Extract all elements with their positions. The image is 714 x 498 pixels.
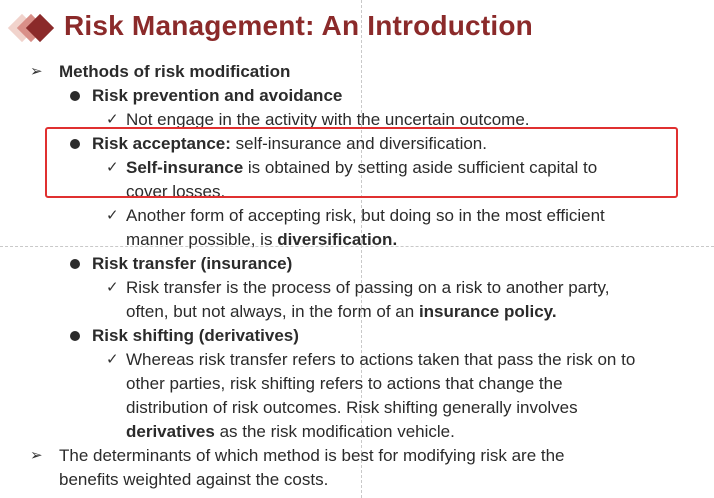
bullet-icon: [70, 91, 80, 101]
another-form-text: Another form of accepting risk, but doing so in the most efficient: [126, 206, 605, 225]
not-engage-text: Not engage in the activity with the uncertain outcome.: [126, 110, 530, 129]
transfer-desc-part: often, but not always, in the form of an: [126, 302, 419, 321]
shifting-desc-part: as the risk modification vehicle.: [214, 422, 455, 441]
another-form-text-part: manner possible, is: [126, 230, 278, 249]
transfer-heading: Risk transfer (insurance): [92, 254, 293, 273]
determinants-text: The determinants of which method is best for modifying risk are the: [59, 446, 565, 465]
arrow-bullet-icon: ➢: [30, 63, 43, 80]
self-insurance-text-cont: cover losses.: [126, 182, 226, 201]
diamond-logo-icon: [4, 10, 64, 50]
page-title: Risk Management: An Introduction: [64, 10, 533, 41]
shifting-desc-1: Whereas risk transfer refers to actions taken that pass the risk on to: [126, 350, 636, 369]
bullet-icon: [70, 259, 80, 269]
bullet-icon: [70, 331, 80, 341]
determinants-text-cont: benefits weighted against the costs.: [59, 470, 329, 489]
acceptance-label: Risk acceptance:: [92, 134, 231, 153]
arrow-bullet-icon: ➢: [30, 447, 43, 464]
acceptance-text: self-insurance and diversification.: [230, 134, 487, 153]
check-icon: ✓: [106, 279, 119, 296]
shifting-heading: Risk shifting (derivatives): [92, 326, 299, 345]
transfer-desc: Risk transfer is the process of passing on a risk to another party,: [126, 278, 610, 297]
another-form-text-cont: [126, 228, 397, 252]
check-icon: ✓: [106, 351, 119, 368]
insurance-policy-term: insurance policy.: [418, 302, 557, 321]
check-icon: ✓: [106, 159, 119, 176]
diversification-term: diversification.: [277, 230, 398, 249]
check-icon: ✓: [106, 111, 119, 128]
shifting-desc-4: [126, 420, 455, 444]
derivatives-term: derivatives: [126, 422, 215, 441]
self-insurance-text: is obtained by setting aside sufficient capital to: [243, 158, 598, 177]
shifting-desc-3: distribution of risk outcomes. Risk shifting generally involves: [126, 398, 578, 417]
prevention-heading: Risk prevention and avoidance: [92, 86, 343, 105]
self-insurance-label: Self-insurance: [126, 158, 244, 177]
highlight-box: [45, 127, 678, 198]
shifting-desc-2: other parties, risk shifting refers to actions that change the: [126, 374, 563, 393]
transfer-desc-cont: [126, 300, 557, 324]
check-icon: ✓: [106, 207, 119, 224]
methods-heading: Methods of risk modification: [59, 62, 291, 81]
